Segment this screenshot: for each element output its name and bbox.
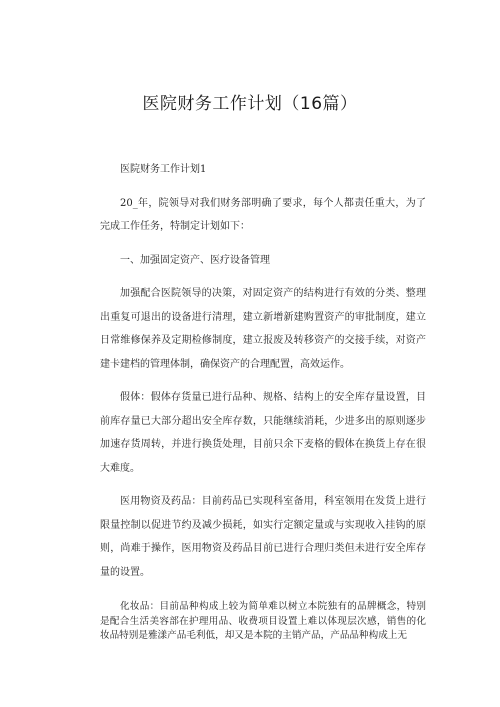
paragraph-intro: 20_年，院领导对我们财务部明确了要求，每个人都责任重大，为了完成工作任务，特制定计划如下：	[100, 197, 426, 232]
paragraph-prosthesis: 假体：假体存货量已进行品种、规格、结构上的安全库存量设置，目前库存量已大部分超出安全库存数，只能继续消耗，少进多出的原则逐步加速存货周转，并进行换货处理，目前只余下麦格的假体在换货上存在很大难度。	[100, 392, 426, 474]
section-heading: 医院财务工作计划1	[120, 164, 207, 175]
document-body	[100, 158, 426, 644]
paragraph-fixed-assets: 加强配合医院领导的决策，对固定资产的结构进行有效的分类、整理出重复可退出的设备进行清理，建立新增新建购置资产的审批制度，建立日常维修保养及定期检修制度，建立报废及转移资产的交接手续，对资产建卡建档的管理体制，确保资产的合理配置，高效运作。	[100, 288, 426, 370]
document-title: 医院财务工作计划（16篇）	[142, 94, 358, 114]
paragraph-medical-supplies: 医用物资及药品：目前药品已实现科室备用，科室领用在发货上进行限量控制以促进节约及减少损耗，如实行定额定量或与实现收入挂钩的原则，尚难于操作，医用物资及药品目前已进行合理归类但未进行安全库存量的设置。	[100, 496, 426, 578]
paragraph-subheading: 一、加强固定资产、医疗设备管理	[120, 254, 270, 266]
paragraph-cosmetics: 化妆品：目前品种构成上较为简单难以树立本院独有的品牌概念，特别是配合生活美容部在护理用品、收费项目设置上难以体现层次感，销售的化妆品特别是雅漾产品毛利低，却又是本院的主销产品，产品品种构成上无	[100, 601, 426, 641]
